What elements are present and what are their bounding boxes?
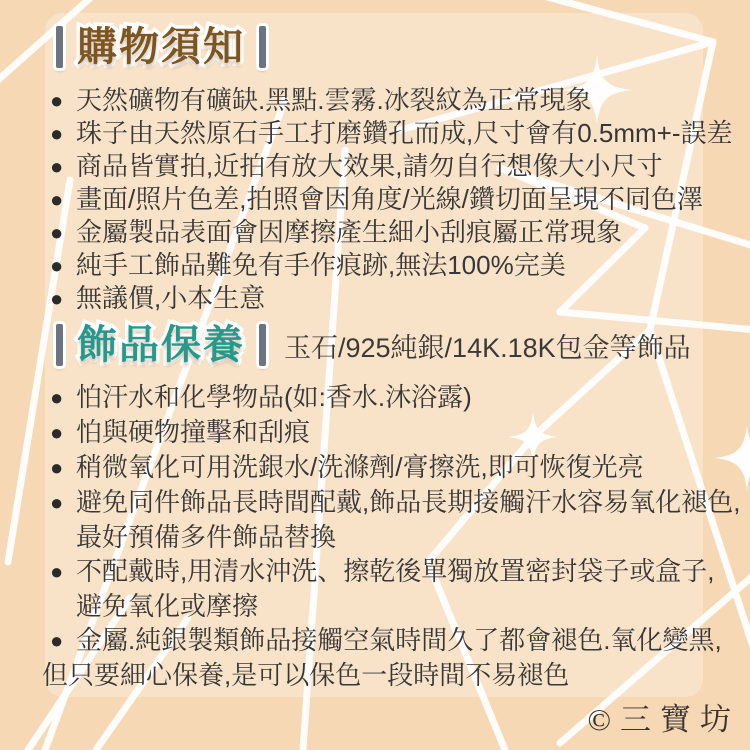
- list-item-text: 畫面/照片色差,拍照會因角度/光線/鑽切面呈現不同色澤: [76, 184, 703, 214]
- list-item-text: 金屬製品表面會因摩擦產生細小刮痕屬正常現象: [76, 217, 623, 247]
- list-item: [50, 485, 741, 520]
- list-item-text: 怕汗水和化學物品(如:香水.沐浴露): [76, 382, 472, 412]
- shopping-notice-list: [50, 84, 732, 315]
- bullet-icon: ●: [50, 385, 64, 410]
- list-item: [50, 623, 732, 658]
- list-item: [50, 282, 732, 315]
- bullet-icon: ●: [50, 88, 64, 113]
- bullet-icon: ●: [50, 286, 64, 311]
- list-item-text: 商品皆實拍,近拍有放大效果,請勿自行想像大小尺寸: [76, 151, 663, 181]
- bullet-icon: ●: [50, 455, 64, 480]
- list-item: [50, 249, 732, 282]
- list-item: [50, 415, 732, 450]
- list-item-text: 無議價,小本生意: [76, 283, 266, 313]
- list-item-continuation: [42, 658, 732, 692]
- list-item-text: 天然礦物有礦缺.黑點.雲霧.冰裂紋為正常現象: [76, 85, 592, 115]
- list-item-text: 避免氧化或摩擦: [76, 591, 259, 621]
- section-subtitle-materials: 玉石/925純銀/14K.18K包金等飾品: [284, 332, 691, 363]
- bullet-icon: ●: [50, 490, 64, 515]
- bullet-icon: ●: [50, 187, 64, 212]
- jewelry-care-list: [42, 380, 741, 692]
- list-item: [50, 380, 732, 415]
- list-item: [50, 84, 732, 117]
- bullet-icon: ●: [50, 420, 64, 445]
- section-title-jewelry-care: 飾品保養: [77, 323, 245, 367]
- list-item: [50, 216, 732, 249]
- list-item: [50, 183, 732, 216]
- list-item-text: 稍微氧化可用洗銀水/洗滌劑/膏擦洗,即可恢復光亮: [76, 452, 644, 482]
- list-item: [50, 554, 732, 589]
- brand-credit: ©三寶坊: [587, 702, 740, 737]
- list-item-text: 怕與硬物撞擊和刮痕: [76, 417, 311, 447]
- list-item-text: 珠子由天然原石手工打磨鑽孔而成,尺寸會有0.5mm+-誤差: [76, 118, 733, 148]
- title-bar-decoration: [259, 324, 266, 366]
- list-item-text: 純手工飾品難免有手作痕跡,無法100%完美: [76, 250, 566, 280]
- list-item-continuation: [50, 589, 732, 623]
- title-bar-decoration: [56, 26, 63, 68]
- list-item-text: 避免同件飾品長時間配戴,飾品長期接觸汗水容易氧化褪色,: [76, 487, 741, 517]
- bullet-icon: ●: [50, 559, 64, 584]
- title-bar-decoration: [56, 324, 63, 366]
- title-bar-decoration: [259, 26, 266, 68]
- list-item-text: 最好預備多件飾品替換: [76, 522, 337, 552]
- list-item: [50, 450, 732, 485]
- section-jewelry-care-header: [56, 324, 691, 366]
- section-title-shopping-notice: 購物須知: [77, 25, 245, 69]
- bullet-icon: ●: [50, 628, 64, 653]
- list-item-text: 金屬.純銀製類飾品接觸空氣時間久了都會褪色.氧化變黑,: [76, 625, 722, 655]
- list-item-text: 不配戴時,用清水沖洗、擦乾後單獨放置密封袋子或盒子,: [76, 556, 715, 586]
- list-item: [50, 150, 732, 183]
- bullet-icon: ●: [50, 121, 64, 146]
- list-item-continuation: [50, 520, 732, 554]
- bullet-icon: ●: [50, 220, 64, 245]
- list-item: [50, 117, 732, 150]
- bullet-icon: ●: [50, 154, 64, 179]
- bullet-icon: ●: [50, 253, 64, 278]
- list-item-text: 但只要細心保養,是可以保色一段時間不易褪色: [42, 660, 570, 690]
- section-shopping-notice-header: [56, 26, 266, 68]
